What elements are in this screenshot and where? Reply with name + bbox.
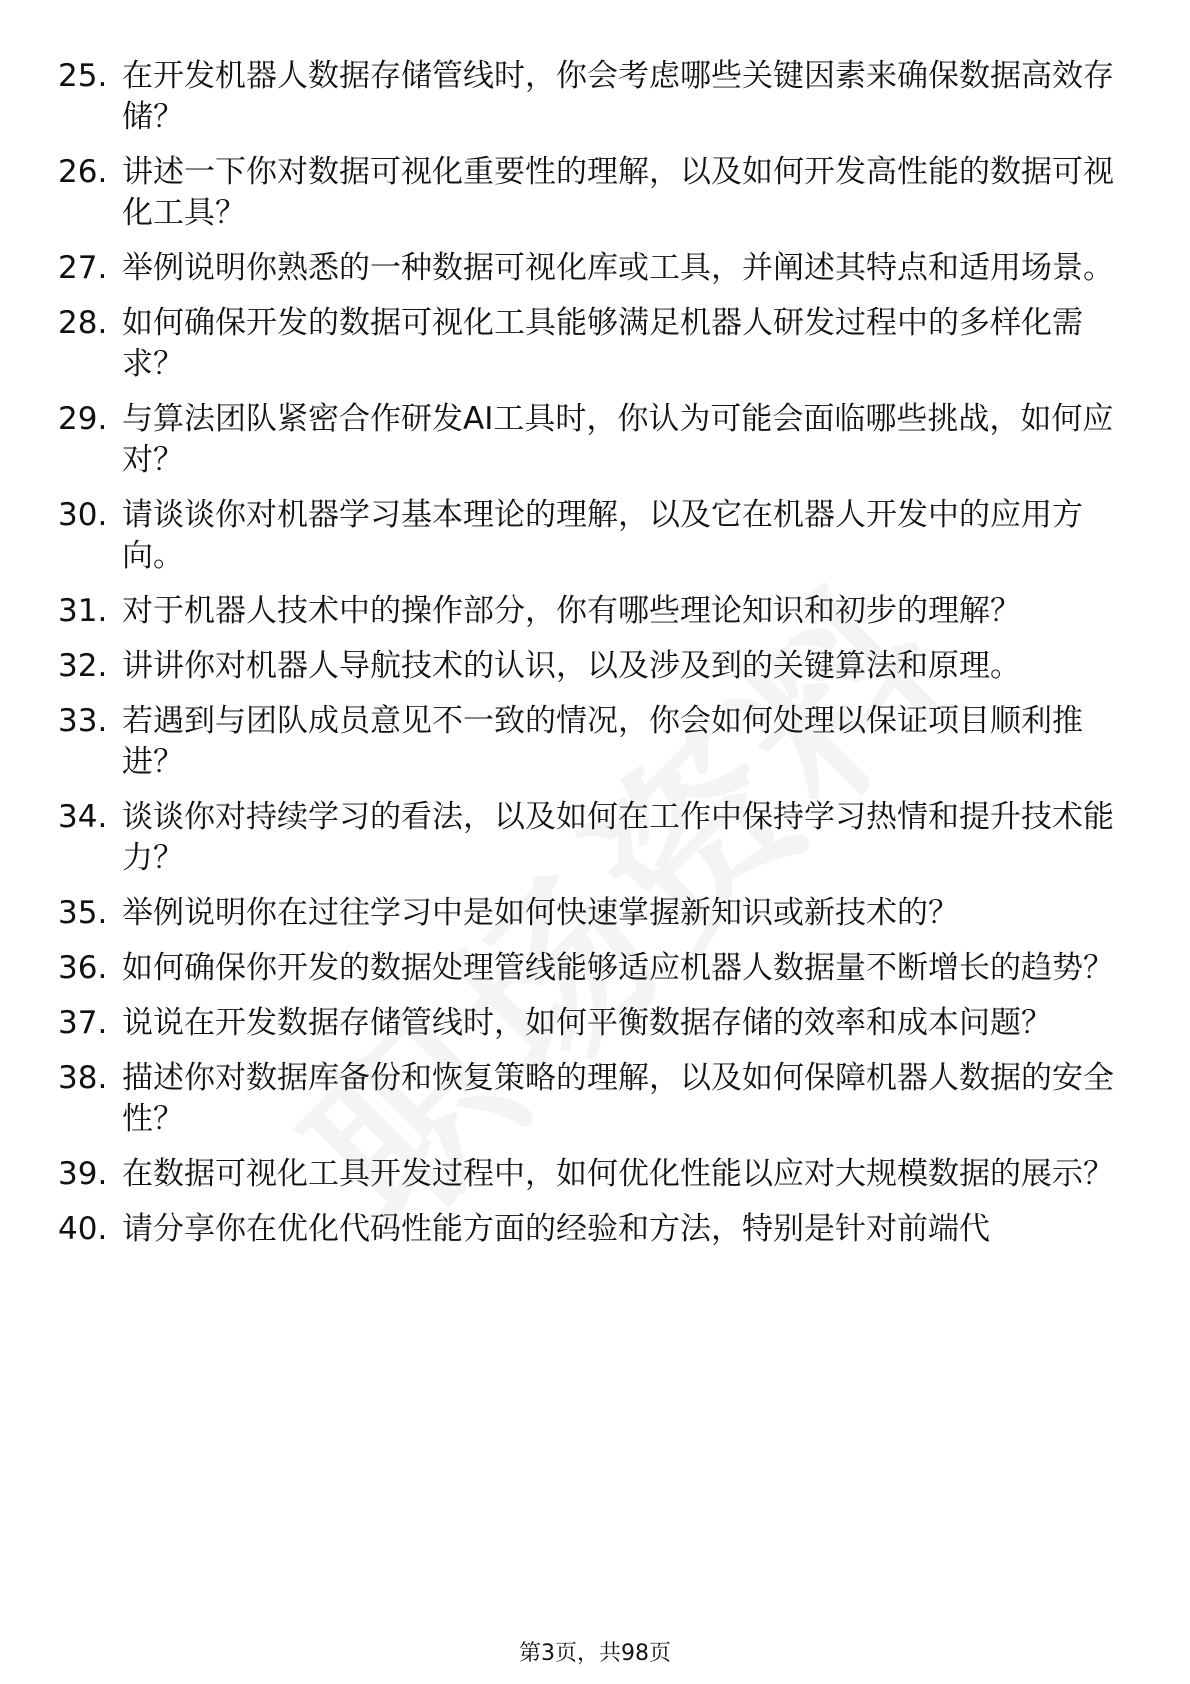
- list-item: [58, 1209, 1138, 1250]
- question-text: 说说在开发数据存储管线时，如何平衡数据存储的效率和成本问题？: [122, 1005, 1052, 1041]
- list-item: [58, 797, 1138, 879]
- question-number: 30.: [58, 497, 108, 533]
- question-text: 请分享你在优化代码性能方面的经验和方法，特别是针对前端代: [122, 1211, 990, 1247]
- question-text: 讲述一下你对数据可视化重要性的理解，以及如何开发高性能的数据可视化工具？: [122, 154, 1114, 231]
- question-text: 请谈谈你对机器学习基本理论的理解，以及它在机器人开发中的应用方向。: [122, 497, 1083, 574]
- list-item: [58, 591, 1138, 632]
- question-list: [58, 56, 1138, 1264]
- question-number: 36.: [58, 950, 108, 986]
- question-number: 40.: [58, 1211, 108, 1247]
- question-text: 举例说明你熟悉的一种数据可视化库或工具，并阐述其特点和适用场景。: [122, 250, 1114, 286]
- list-item: [58, 948, 1138, 989]
- question-number: 28.: [58, 305, 108, 341]
- question-text: 举例说明你在过往学习中是如何快速掌握新知识或新技术的？: [122, 895, 959, 931]
- question-number: 35.: [58, 895, 108, 931]
- question-text: 如何确保你开发的数据处理管线能够适应机器人数据量不断增长的趋势？: [122, 950, 1114, 986]
- question-number: 31.: [58, 593, 108, 629]
- list-item: [58, 495, 1138, 577]
- list-item: [58, 701, 1138, 783]
- list-item: [58, 399, 1138, 481]
- question-text: 与算法团队紧密合作研发AI工具时，你认为可能会面临哪些挑战，如何应对？: [122, 401, 1114, 478]
- question-text: 如何确保开发的数据可视化工具能够满足机器人研发过程中的多样化需求？: [122, 305, 1083, 382]
- question-number: 33.: [58, 703, 108, 739]
- question-text: 在开发机器人数据存储管线时，你会考虑哪些关键因素来确保数据高效存储？: [122, 58, 1114, 135]
- question-text: 在数据可视化工具开发过程中，如何优化性能以应对大规模数据的展示？: [122, 1156, 1114, 1192]
- question-number: 38.: [58, 1060, 108, 1096]
- question-number: 27.: [58, 250, 108, 286]
- page-footer: 第3页，共98页: [519, 1641, 671, 1666]
- list-item: [58, 646, 1138, 687]
- question-number: 26.: [58, 154, 108, 190]
- list-item: [58, 1058, 1138, 1140]
- question-number: 37.: [58, 1005, 108, 1041]
- list-item: [58, 893, 1138, 934]
- list-item: [58, 152, 1138, 234]
- question-text: 描述你对数据库备份和恢复策略的理解，以及如何保障机器人数据的安全性？: [122, 1060, 1114, 1137]
- question-number: 32.: [58, 648, 108, 684]
- question-text: 若遇到与团队成员意见不一致的情况，你会如何处理以保证项目顺利推进？: [122, 703, 1083, 780]
- question-number: 29.: [58, 401, 108, 437]
- question-number: 34.: [58, 799, 108, 835]
- question-text: 对于机器人技术中的操作部分，你有哪些理论知识和初步的理解？: [122, 593, 1021, 629]
- question-number: 25.: [58, 58, 108, 94]
- question-text: 讲讲你对机器人导航技术的认识，以及涉及到的关键算法和原理。: [122, 648, 1021, 684]
- list-item: [58, 1003, 1138, 1044]
- list-item: [58, 1154, 1138, 1195]
- question-text: 谈谈你对持续学习的看法，以及如何在工作中保持学习热情和提升技术能力？: [122, 799, 1114, 876]
- list-item: [58, 303, 1138, 385]
- question-number: 39.: [58, 1156, 108, 1192]
- list-item: [58, 248, 1138, 289]
- list-item: [58, 56, 1138, 138]
